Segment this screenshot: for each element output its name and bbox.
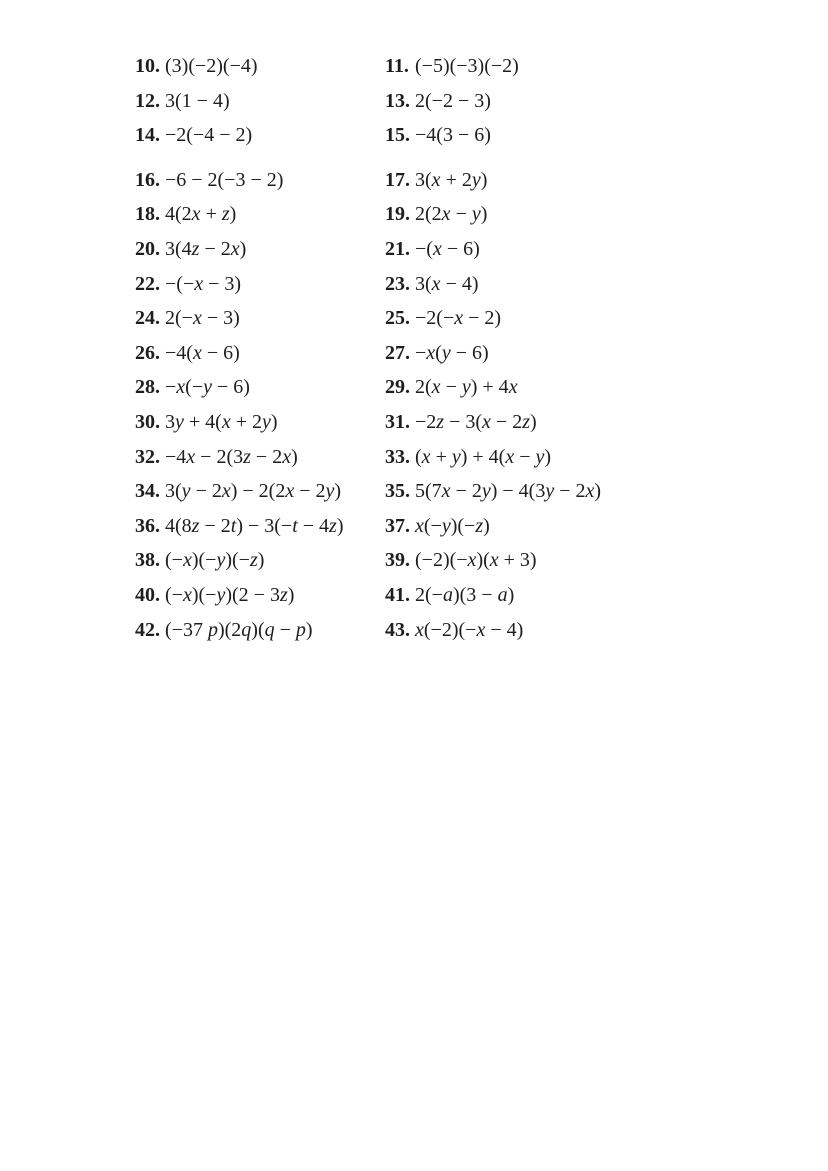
problem-row	[135, 613, 695, 648]
problem-number: 15.	[385, 124, 410, 147]
problem-number: 43.	[385, 618, 410, 641]
problem-number: 19.	[385, 203, 410, 226]
problem-number: 40.	[135, 583, 160, 606]
problem-33	[385, 440, 695, 475]
problem-number: 24.	[135, 307, 160, 330]
problem-29	[385, 370, 695, 405]
problem-27	[385, 336, 695, 371]
problem-expression: −4(x − 6)	[165, 341, 240, 364]
problem-number: 10.	[135, 55, 160, 77]
problem-13	[385, 84, 695, 119]
problem-17	[385, 163, 695, 198]
problem-expression: (−37 p)(2q)(q − p)	[165, 618, 313, 641]
problem-18	[135, 197, 385, 232]
problem-number: 16.	[135, 168, 160, 191]
problem-expression: 3(x − 4)	[415, 272, 479, 295]
problem-20	[135, 232, 385, 267]
problem-row	[135, 49, 695, 84]
problem-expression: (−x)(−y)(−z)	[165, 549, 265, 572]
problem-number: 39.	[385, 549, 410, 572]
problem-expression: −x(−y − 6)	[165, 376, 250, 399]
problem-34	[135, 474, 385, 509]
problem-37	[385, 509, 695, 544]
problem-expression: x(−y)(−z)	[415, 514, 490, 537]
problem-30	[135, 405, 385, 440]
problem-number: 25.	[385, 307, 410, 330]
problem-row	[135, 197, 695, 232]
problem-expression: −4(3 − 6)	[415, 124, 491, 147]
problem-number: 34.	[135, 480, 160, 503]
problem-10	[135, 49, 385, 84]
problem-number: 21.	[385, 237, 410, 260]
problem-25	[385, 301, 695, 336]
problem-expression: 3(y − 2x) − 2(2x − 2y)	[165, 480, 342, 503]
problem-19	[385, 197, 695, 232]
problem-31	[385, 405, 695, 440]
problem-row	[135, 509, 695, 544]
problem-row	[135, 336, 695, 371]
problem-expression: 3y + 4(x + 2y)	[165, 410, 278, 433]
problem-expression: 3(4z − 2x)	[165, 237, 247, 260]
problem-number: 18.	[135, 203, 160, 226]
problem-number: 31.	[385, 410, 410, 433]
problem-row	[135, 578, 695, 613]
problem-expression: −(x − 6)	[415, 237, 480, 260]
problem-number: 42.	[135, 618, 160, 641]
problem-41	[385, 578, 695, 613]
problem-number: 22.	[135, 272, 160, 295]
problem-23	[385, 267, 695, 302]
problem-expression: (x + y) + 4(x − y)	[415, 445, 552, 468]
problem-expression: (−x)(−y)(2 − 3z)	[165, 583, 295, 606]
problem-expression: −(−x − 3)	[165, 272, 242, 295]
problem-expression: −2(−x − 2)	[415, 307, 502, 330]
problem-row	[135, 163, 695, 198]
problem-24	[135, 301, 385, 336]
problem-number: 27.	[385, 341, 410, 364]
problem-35	[385, 474, 695, 509]
problem-number: 11.	[385, 55, 409, 77]
problem-number: 38.	[135, 549, 160, 572]
problem-36	[135, 509, 385, 544]
problem-number: 37.	[385, 514, 410, 537]
problem-expression: 4(8z − 2t) − 3(−t − 4z)	[165, 514, 344, 537]
problem-expression: −4x − 2(3z − 2x)	[165, 445, 298, 468]
problem-row	[135, 474, 695, 509]
problem-expression: 2(−x − 3)	[165, 307, 240, 330]
problem-expression: −2z − 3(x − 2z)	[415, 410, 537, 433]
problem-row	[135, 84, 695, 119]
problem-row	[135, 301, 695, 336]
problem-number: 41.	[385, 583, 410, 606]
problem-expression: 2(2x − y)	[415, 203, 488, 226]
problem-row	[135, 405, 695, 440]
problem-expression: 4(2x + z)	[165, 203, 237, 226]
problem-number: 35.	[385, 480, 410, 503]
problem-expression: 3(x + 2y)	[415, 168, 488, 191]
problem-number: 12.	[135, 89, 160, 112]
problem-number: 17.	[385, 168, 410, 191]
problem-expression: (−5)(−3)(−2)	[415, 55, 519, 77]
problem-11	[385, 49, 695, 84]
problem-expression: −x(y − 6)	[415, 341, 489, 364]
problem-expression: (3)(−2)(−4)	[165, 55, 258, 77]
problem-list	[135, 49, 695, 647]
problem-expression: 3(1 − 4)	[165, 89, 230, 112]
problem-expression: 2(−a)(3 − a)	[415, 583, 515, 606]
problem-14	[135, 118, 385, 153]
problem-row	[135, 232, 695, 267]
problem-39	[385, 543, 695, 578]
problem-row	[135, 370, 695, 405]
problem-row	[135, 543, 695, 578]
problem-number: 20.	[135, 237, 160, 260]
problem-16	[135, 163, 385, 198]
problem-expression: 2(−2 − 3)	[415, 89, 491, 112]
problem-number: 26.	[135, 341, 160, 364]
problem-number: 28.	[135, 376, 160, 399]
problem-43	[385, 613, 695, 648]
problem-number: 36.	[135, 514, 160, 537]
problem-number: 30.	[135, 410, 160, 433]
problem-number: 14.	[135, 124, 160, 147]
problem-expression: x(−2)(−x − 4)	[415, 618, 524, 641]
problem-number: 32.	[135, 445, 160, 468]
problem-row	[135, 440, 695, 475]
problem-12	[135, 84, 385, 119]
problem-expression: 5(7x − 2y) − 4(3y − 2x)	[415, 480, 602, 503]
problem-21	[385, 232, 695, 267]
problem-26	[135, 336, 385, 371]
problem-32	[135, 440, 385, 475]
problem-42	[135, 613, 385, 648]
problem-28	[135, 370, 385, 405]
problem-number: 13.	[385, 89, 410, 112]
problem-number: 33.	[385, 445, 410, 468]
problem-expression: 2(x − y) + 4x	[415, 376, 518, 399]
problem-number: 23.	[385, 272, 410, 295]
problem-38	[135, 543, 385, 578]
problem-40	[135, 578, 385, 613]
problem-row	[135, 267, 695, 302]
problem-expression: −6 − 2(−3 − 2)	[165, 168, 284, 191]
problem-15	[385, 118, 695, 153]
problem-row	[135, 118, 695, 153]
problem-expression: −2(−4 − 2)	[165, 124, 253, 147]
problem-expression: (−2)(−x)(x + 3)	[415, 549, 537, 572]
problem-22	[135, 267, 385, 302]
problem-number: 29.	[385, 376, 410, 399]
